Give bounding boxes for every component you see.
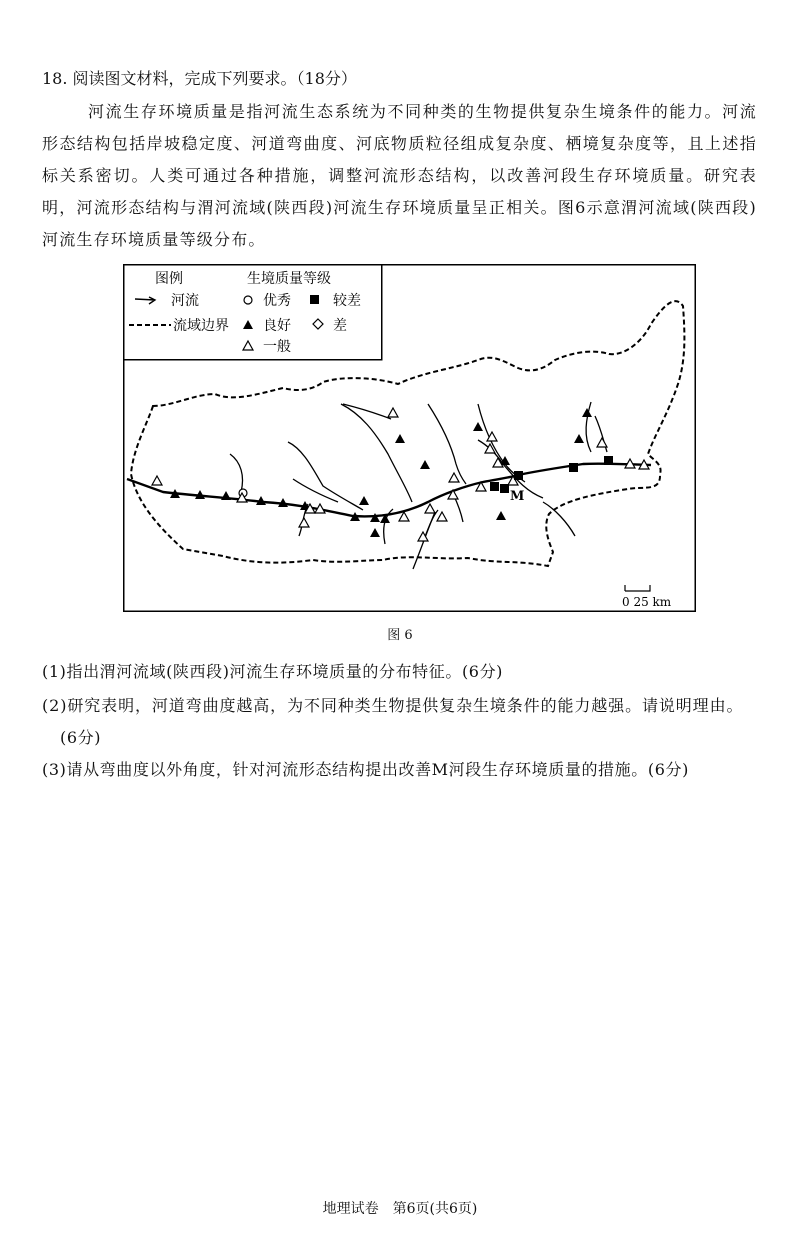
legend-boundary-label: 流域边界 bbox=[173, 318, 229, 334]
legend-excellent-label: 优秀 bbox=[263, 293, 291, 309]
weihe-basin-map bbox=[123, 264, 696, 612]
excellent-legend-icon bbox=[244, 296, 252, 304]
poor-legend-icon bbox=[310, 295, 319, 304]
figure-caption: 图 6 bbox=[387, 628, 413, 643]
legend-title: 图例 bbox=[155, 271, 183, 287]
scale-label: 0 25 km bbox=[622, 595, 672, 609]
legend-poor-label: 较差 bbox=[333, 293, 361, 309]
legend-bad-label: 差 bbox=[333, 318, 347, 334]
subquestion-1: (1)指出渭河流域(陕西段)河流生存环境质量的分布特征。(6分) bbox=[42, 662, 504, 681]
legend-average-label: 一般 bbox=[263, 339, 291, 355]
question-paragraph: 河流生存环境质量是指河流生态系统为不同种类的生物提供复杂生境条件的能力。河流形态结构包括岸坡稳定度、河道弯曲度、河底物质粒径组成复杂度、栖境复杂度等，且上述指标关系密切。人类可通过各种措施，调整河流形态结构，以改善河段生存环境质量。研究表明，河流形态结构与渭河流域(陕西段)河流生存环境质量呈正相关。图6示意渭河流域(陕西段)河流生存环境质量等级分布。 bbox=[42, 102, 757, 249]
subquestion-3: (3)请从弯曲度以外角度，针对河流形态结构提出改善M河段生存环境质量的措施。(6分) bbox=[42, 760, 689, 779]
subquestion-2: (2)研究表明，河道弯曲度越高，为不同种类生物提供复杂生境条件的能力越强。请说明理由。 bbox=[42, 696, 744, 715]
label-m: M bbox=[510, 489, 525, 504]
legend-river-label: 河流 bbox=[171, 293, 199, 309]
legend bbox=[124, 265, 382, 360]
legend-grade-title: 生境质量等级 bbox=[247, 271, 331, 287]
question-header: 18. 阅读图文材料，完成下列要求。（18分） bbox=[42, 69, 357, 88]
subquestion-2-score: (6分) bbox=[60, 728, 102, 747]
page-footer: 地理试卷 第6页(共6页) bbox=[322, 1201, 478, 1217]
legend-good-label: 良好 bbox=[263, 318, 291, 334]
